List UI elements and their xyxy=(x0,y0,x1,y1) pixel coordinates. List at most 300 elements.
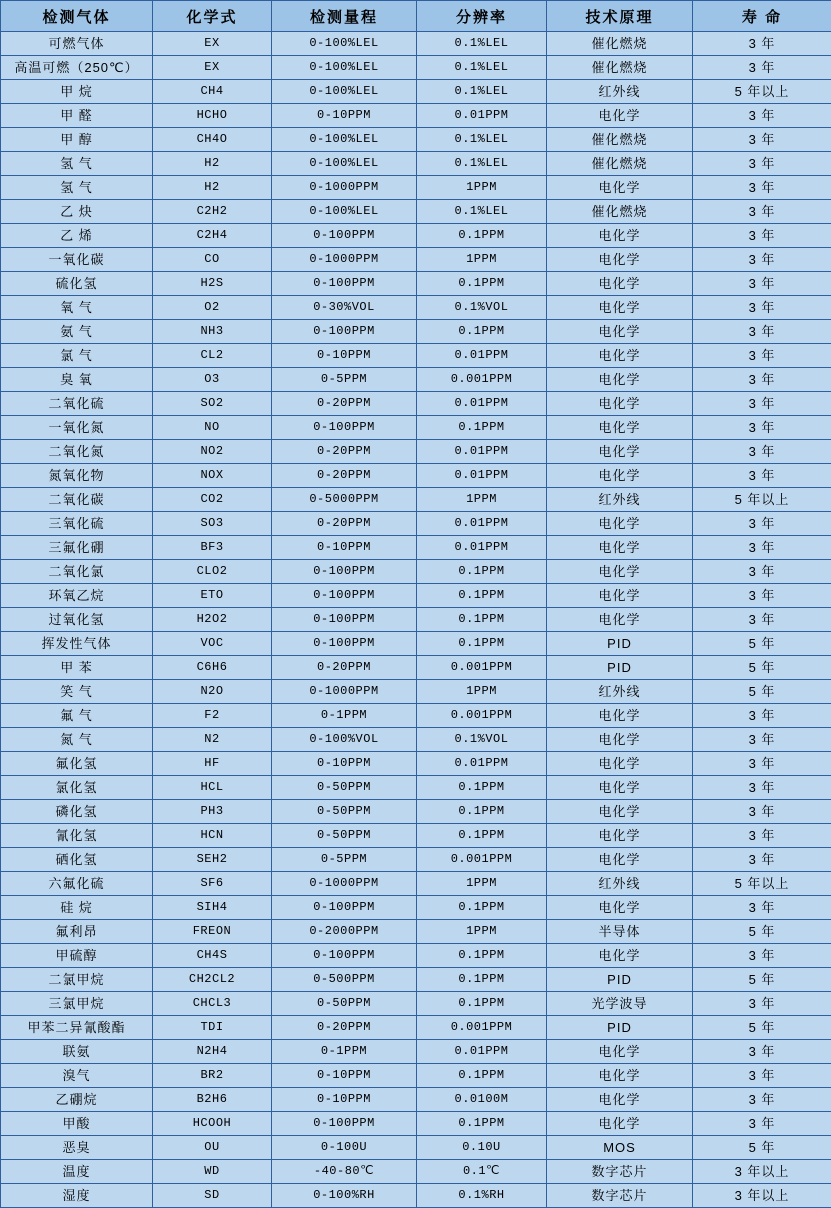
cell-detection-range: 0-100%LEL xyxy=(272,128,417,152)
cell-lifetime: 5 年 xyxy=(693,920,831,944)
cell-resolution: 0.1%LEL xyxy=(417,56,547,80)
cell-chemical-formula: TDI xyxy=(153,1016,272,1040)
cell-tech-principle: 电化学 xyxy=(547,392,693,416)
cell-lifetime: 3 年 xyxy=(693,200,831,224)
cell-resolution: 0.001PPM xyxy=(417,368,547,392)
cell-lifetime: 5 年 xyxy=(693,1016,831,1040)
cell-resolution: 0.0100M xyxy=(417,1088,547,1112)
table-row xyxy=(1,512,831,536)
cell-lifetime: 3 年 xyxy=(693,320,831,344)
cell-gas-name: 甲 醛 xyxy=(1,104,153,128)
cell-tech-principle: 电化学 xyxy=(547,224,693,248)
table-row xyxy=(1,224,831,248)
cell-lifetime: 3 年 xyxy=(693,848,831,872)
cell-tech-principle: 数字芯片 xyxy=(547,1160,693,1184)
cell-detection-range: 0-100%LEL xyxy=(272,80,417,104)
cell-detection-range: -40-80℃ xyxy=(272,1160,417,1184)
cell-detection-range: 0-20PPM xyxy=(272,392,417,416)
cell-detection-range: 0-1000PPM xyxy=(272,872,417,896)
cell-chemical-formula: C6H6 xyxy=(153,656,272,680)
cell-gas-name: 二氧化碳 xyxy=(1,488,153,512)
cell-gas-name: 甲 醇 xyxy=(1,128,153,152)
cell-chemical-formula: H2O2 xyxy=(153,608,272,632)
cell-lifetime: 3 年 xyxy=(693,1040,831,1064)
column-header-range: 检测量程 xyxy=(272,1,417,32)
cell-resolution: 0.1PPM xyxy=(417,968,547,992)
cell-chemical-formula: BF3 xyxy=(153,536,272,560)
cell-tech-principle: 电化学 xyxy=(547,776,693,800)
cell-detection-range: 0-20PPM xyxy=(272,440,417,464)
table-row xyxy=(1,872,831,896)
cell-lifetime: 5 年以上 xyxy=(693,488,831,512)
cell-gas-name: 溴气 xyxy=(1,1064,153,1088)
cell-gas-name: 一氧化碳 xyxy=(1,248,153,272)
cell-tech-principle: 电化学 xyxy=(547,608,693,632)
cell-chemical-formula: O2 xyxy=(153,296,272,320)
cell-tech-principle: 电化学 xyxy=(547,944,693,968)
cell-tech-principle: 电化学 xyxy=(547,296,693,320)
cell-tech-principle: 电化学 xyxy=(547,272,693,296)
cell-resolution: 0.1PPM xyxy=(417,1064,547,1088)
cell-resolution: 1PPM xyxy=(417,248,547,272)
cell-lifetime: 3 年以上 xyxy=(693,1160,831,1184)
cell-chemical-formula: CL2 xyxy=(153,344,272,368)
cell-chemical-formula: CLO2 xyxy=(153,560,272,584)
cell-detection-range: 0-30%VOL xyxy=(272,296,417,320)
cell-detection-range: 0-100%LEL xyxy=(272,32,417,56)
cell-gas-name: 笑 气 xyxy=(1,680,153,704)
cell-detection-range: 0-100PPM xyxy=(272,1112,417,1136)
cell-detection-range: 0-100%LEL xyxy=(272,152,417,176)
table-row xyxy=(1,560,831,584)
cell-tech-principle: 电化学 xyxy=(547,176,693,200)
cell-gas-name: 一氧化氮 xyxy=(1,416,153,440)
table-row xyxy=(1,32,831,56)
cell-detection-range: 0-1PPM xyxy=(272,704,417,728)
cell-chemical-formula: CH4 xyxy=(153,80,272,104)
table-row xyxy=(1,320,831,344)
cell-lifetime: 3 年 xyxy=(693,752,831,776)
cell-resolution: 0.10U xyxy=(417,1136,547,1160)
cell-lifetime: 3 年 xyxy=(693,464,831,488)
table-header-row xyxy=(1,1,831,32)
cell-detection-range: 0-100PPM xyxy=(272,896,417,920)
cell-resolution: 0.1%VOL xyxy=(417,728,547,752)
cell-chemical-formula: C2H4 xyxy=(153,224,272,248)
cell-resolution: 0.1%LEL xyxy=(417,128,547,152)
cell-detection-range: 0-100PPM xyxy=(272,272,417,296)
table-row xyxy=(1,176,831,200)
cell-detection-range: 0-2000PPM xyxy=(272,920,417,944)
cell-resolution: 0.1PPM xyxy=(417,824,547,848)
cell-chemical-formula: N2 xyxy=(153,728,272,752)
cell-tech-principle: 催化燃烧 xyxy=(547,128,693,152)
cell-tech-principle: 电化学 xyxy=(547,1040,693,1064)
cell-gas-name: 二氯甲烷 xyxy=(1,968,153,992)
cell-gas-name: 温度 xyxy=(1,1160,153,1184)
cell-lifetime: 3 年 xyxy=(693,416,831,440)
cell-gas-name: 恶臭 xyxy=(1,1136,153,1160)
cell-gas-name: 氯化氢 xyxy=(1,776,153,800)
cell-lifetime: 3 年 xyxy=(693,1088,831,1112)
cell-resolution: 0.1PPM xyxy=(417,632,547,656)
cell-resolution: 0.1%LEL xyxy=(417,152,547,176)
cell-resolution: 0.1PPM xyxy=(417,896,547,920)
cell-tech-principle: 红外线 xyxy=(547,488,693,512)
cell-chemical-formula: SO3 xyxy=(153,512,272,536)
cell-tech-principle: 电化学 xyxy=(547,368,693,392)
cell-gas-name: 甲硫醇 xyxy=(1,944,153,968)
cell-detection-range: 0-100PPM xyxy=(272,608,417,632)
table-row xyxy=(1,536,831,560)
table-row xyxy=(1,704,831,728)
cell-chemical-formula: SIH4 xyxy=(153,896,272,920)
table-row xyxy=(1,464,831,488)
cell-chemical-formula: BR2 xyxy=(153,1064,272,1088)
cell-gas-name: 氨 气 xyxy=(1,320,153,344)
cell-gas-name: 氮氧化物 xyxy=(1,464,153,488)
cell-lifetime: 5 年以上 xyxy=(693,80,831,104)
cell-resolution: 0.01PPM xyxy=(417,440,547,464)
cell-chemical-formula: NO2 xyxy=(153,440,272,464)
cell-chemical-formula: CH4S xyxy=(153,944,272,968)
cell-gas-name: 六氟化硫 xyxy=(1,872,153,896)
cell-tech-principle: 电化学 xyxy=(547,848,693,872)
cell-resolution: 1PPM xyxy=(417,680,547,704)
cell-lifetime: 3 年 xyxy=(693,584,831,608)
cell-resolution: 0.001PPM xyxy=(417,656,547,680)
cell-chemical-formula: N2H4 xyxy=(153,1040,272,1064)
cell-resolution: 0.1PPM xyxy=(417,224,547,248)
table-row xyxy=(1,296,831,320)
cell-lifetime: 3 年 xyxy=(693,608,831,632)
column-header-lifetime: 寿 命 xyxy=(693,1,831,32)
cell-gas-name: 磷化氢 xyxy=(1,800,153,824)
table-row xyxy=(1,56,831,80)
cell-tech-principle: 电化学 xyxy=(547,1112,693,1136)
cell-resolution: 0.1PPM xyxy=(417,320,547,344)
cell-tech-principle: 催化燃烧 xyxy=(547,56,693,80)
table-body xyxy=(1,32,831,1208)
cell-detection-range: 0-1000PPM xyxy=(272,680,417,704)
cell-chemical-formula: NOX xyxy=(153,464,272,488)
table-row xyxy=(1,896,831,920)
cell-resolution: 0.1PPM xyxy=(417,416,547,440)
cell-resolution: 1PPM xyxy=(417,488,547,512)
cell-chemical-formula: SEH2 xyxy=(153,848,272,872)
cell-tech-principle: 红外线 xyxy=(547,680,693,704)
table-row xyxy=(1,1184,831,1208)
cell-lifetime: 3 年 xyxy=(693,896,831,920)
cell-tech-principle: PID xyxy=(547,1016,693,1040)
cell-resolution: 0.1PPM xyxy=(417,560,547,584)
table-row xyxy=(1,1064,831,1088)
cell-lifetime: 5 年 xyxy=(693,1136,831,1160)
table-row xyxy=(1,584,831,608)
cell-resolution: 0.001PPM xyxy=(417,704,547,728)
cell-lifetime: 3 年 xyxy=(693,128,831,152)
cell-gas-name: 硒化氢 xyxy=(1,848,153,872)
cell-gas-name: 高温可燃（250℃） xyxy=(1,56,153,80)
cell-lifetime: 3 年 xyxy=(693,536,831,560)
cell-detection-range: 0-100%LEL xyxy=(272,200,417,224)
cell-tech-principle: 红外线 xyxy=(547,80,693,104)
table-row xyxy=(1,752,831,776)
cell-tech-principle: 催化燃烧 xyxy=(547,200,693,224)
cell-lifetime: 5 年 xyxy=(693,968,831,992)
cell-detection-range: 0-10PPM xyxy=(272,536,417,560)
cell-detection-range: 0-5000PPM xyxy=(272,488,417,512)
cell-lifetime: 3 年 xyxy=(693,1064,831,1088)
cell-resolution: 0.1%VOL xyxy=(417,296,547,320)
cell-tech-principle: 催化燃烧 xyxy=(547,152,693,176)
cell-resolution: 0.1%LEL xyxy=(417,200,547,224)
cell-resolution: 1PPM xyxy=(417,872,547,896)
cell-detection-range: 0-100%RH xyxy=(272,1184,417,1208)
cell-chemical-formula: CHCL3 xyxy=(153,992,272,1016)
table-row xyxy=(1,416,831,440)
cell-chemical-formula: CO xyxy=(153,248,272,272)
cell-detection-range: 0-10PPM xyxy=(272,1088,417,1112)
cell-resolution: 0.1PPM xyxy=(417,944,547,968)
cell-lifetime: 3 年 xyxy=(693,776,831,800)
cell-chemical-formula: SD xyxy=(153,1184,272,1208)
cell-chemical-formula: CH4O xyxy=(153,128,272,152)
cell-lifetime: 3 年 xyxy=(693,104,831,128)
cell-chemical-formula: HCN xyxy=(153,824,272,848)
cell-resolution: 0.1%LEL xyxy=(417,32,547,56)
cell-resolution: 0.001PPM xyxy=(417,848,547,872)
cell-lifetime: 3 年 xyxy=(693,440,831,464)
cell-lifetime: 3 年 xyxy=(693,296,831,320)
cell-tech-principle: 数字芯片 xyxy=(547,1184,693,1208)
cell-tech-principle: 电化学 xyxy=(547,800,693,824)
cell-resolution: 0.1PPM xyxy=(417,1112,547,1136)
cell-chemical-formula: H2S xyxy=(153,272,272,296)
table-header xyxy=(1,1,831,32)
cell-chemical-formula: B2H6 xyxy=(153,1088,272,1112)
cell-tech-principle: 电化学 xyxy=(547,416,693,440)
cell-tech-principle: 电化学 xyxy=(547,440,693,464)
cell-tech-principle: 红外线 xyxy=(547,872,693,896)
cell-tech-principle: 电化学 xyxy=(547,536,693,560)
table-row xyxy=(1,392,831,416)
table-row xyxy=(1,680,831,704)
cell-gas-name: 二氧化氯 xyxy=(1,560,153,584)
cell-detection-range: 0-50PPM xyxy=(272,776,417,800)
table-row xyxy=(1,344,831,368)
cell-lifetime: 5 年 xyxy=(693,656,831,680)
cell-resolution: 0.001PPM xyxy=(417,1016,547,1040)
cell-detection-range: 0-10PPM xyxy=(272,344,417,368)
table-row xyxy=(1,272,831,296)
cell-lifetime: 3 年 xyxy=(693,1112,831,1136)
cell-chemical-formula: FREON xyxy=(153,920,272,944)
cell-detection-range: 0-5PPM xyxy=(272,848,417,872)
cell-chemical-formula: C2H2 xyxy=(153,200,272,224)
cell-lifetime: 3 年 xyxy=(693,800,831,824)
cell-detection-range: 0-10PPM xyxy=(272,104,417,128)
cell-lifetime: 3 年 xyxy=(693,152,831,176)
cell-chemical-formula: CH2CL2 xyxy=(153,968,272,992)
cell-gas-name: 甲苯二异氰酸酯 xyxy=(1,1016,153,1040)
cell-tech-principle: 电化学 xyxy=(547,824,693,848)
cell-detection-range: 0-500PPM xyxy=(272,968,417,992)
cell-lifetime: 3 年 xyxy=(693,248,831,272)
cell-gas-name: 氧 气 xyxy=(1,296,153,320)
table-row xyxy=(1,1016,831,1040)
cell-lifetime: 3 年 xyxy=(693,728,831,752)
cell-lifetime: 3 年 xyxy=(693,392,831,416)
cell-detection-range: 0-20PPM xyxy=(272,512,417,536)
cell-gas-name: 氟利昂 xyxy=(1,920,153,944)
cell-resolution: 1PPM xyxy=(417,920,547,944)
cell-resolution: 0.01PPM xyxy=(417,464,547,488)
cell-detection-range: 0-100PPM xyxy=(272,560,417,584)
cell-lifetime: 3 年 xyxy=(693,704,831,728)
cell-resolution: 0.1%LEL xyxy=(417,80,547,104)
cell-gas-name: 臭 氧 xyxy=(1,368,153,392)
table-row xyxy=(1,848,831,872)
cell-chemical-formula: SF6 xyxy=(153,872,272,896)
cell-resolution: 0.1%RH xyxy=(417,1184,547,1208)
table-row xyxy=(1,440,831,464)
cell-chemical-formula: F2 xyxy=(153,704,272,728)
cell-chemical-formula: HCHO xyxy=(153,104,272,128)
cell-tech-principle: 电化学 xyxy=(547,896,693,920)
cell-tech-principle: 光学波导 xyxy=(547,992,693,1016)
table-row xyxy=(1,632,831,656)
table-row xyxy=(1,728,831,752)
cell-tech-principle: PID xyxy=(547,656,693,680)
cell-detection-range: 0-50PPM xyxy=(272,824,417,848)
cell-gas-name: 环氧乙烷 xyxy=(1,584,153,608)
cell-chemical-formula: SO2 xyxy=(153,392,272,416)
cell-resolution: 0.1℃ xyxy=(417,1160,547,1184)
cell-detection-range: 0-100PPM xyxy=(272,944,417,968)
cell-chemical-formula: O3 xyxy=(153,368,272,392)
cell-gas-name: 过氧化氢 xyxy=(1,608,153,632)
cell-tech-principle: 电化学 xyxy=(547,752,693,776)
cell-tech-principle: 电化学 xyxy=(547,1088,693,1112)
cell-tech-principle: 电化学 xyxy=(547,344,693,368)
table-row xyxy=(1,920,831,944)
table-row xyxy=(1,824,831,848)
cell-gas-name: 乙硼烷 xyxy=(1,1088,153,1112)
table-row xyxy=(1,608,831,632)
cell-chemical-formula: PH3 xyxy=(153,800,272,824)
cell-gas-name: 三氟化硼 xyxy=(1,536,153,560)
cell-lifetime: 3 年 xyxy=(693,992,831,1016)
cell-gas-name: 甲 苯 xyxy=(1,656,153,680)
table-row xyxy=(1,1088,831,1112)
cell-resolution: 1PPM xyxy=(417,176,547,200)
table-row xyxy=(1,368,831,392)
table-row xyxy=(1,152,831,176)
cell-gas-name: 挥发性气体 xyxy=(1,632,153,656)
cell-detection-range: 0-20PPM xyxy=(272,464,417,488)
cell-detection-range: 0-20PPM xyxy=(272,656,417,680)
table-row xyxy=(1,1112,831,1136)
cell-chemical-formula: WD xyxy=(153,1160,272,1184)
cell-chemical-formula: HF xyxy=(153,752,272,776)
cell-tech-principle: MOS xyxy=(547,1136,693,1160)
cell-tech-principle: 电化学 xyxy=(547,464,693,488)
cell-resolution: 0.1PPM xyxy=(417,776,547,800)
cell-lifetime: 3 年 xyxy=(693,176,831,200)
cell-tech-principle: 电化学 xyxy=(547,320,693,344)
column-header-principle: 技术原理 xyxy=(547,1,693,32)
cell-gas-name: 氟化氢 xyxy=(1,752,153,776)
cell-gas-name: 氢 气 xyxy=(1,152,153,176)
table-row xyxy=(1,248,831,272)
cell-resolution: 0.1PPM xyxy=(417,992,547,1016)
table-row xyxy=(1,104,831,128)
cell-chemical-formula: OU xyxy=(153,1136,272,1160)
cell-detection-range: 0-100PPM xyxy=(272,584,417,608)
cell-detection-range: 0-1000PPM xyxy=(272,176,417,200)
cell-lifetime: 3 年 xyxy=(693,944,831,968)
cell-chemical-formula: EX xyxy=(153,56,272,80)
table-row xyxy=(1,80,831,104)
cell-tech-principle: 电化学 xyxy=(547,560,693,584)
cell-gas-name: 氰化氢 xyxy=(1,824,153,848)
cell-gas-name: 甲酸 xyxy=(1,1112,153,1136)
cell-gas-name: 乙 烯 xyxy=(1,224,153,248)
column-header-gas: 检测气体 xyxy=(1,1,153,32)
cell-chemical-formula: EX xyxy=(153,32,272,56)
cell-lifetime: 5 年 xyxy=(693,632,831,656)
cell-chemical-formula: N2O xyxy=(153,680,272,704)
cell-gas-name: 乙 炔 xyxy=(1,200,153,224)
cell-gas-name: 硅 烷 xyxy=(1,896,153,920)
cell-gas-name: 二氧化氮 xyxy=(1,440,153,464)
cell-lifetime: 3 年 xyxy=(693,32,831,56)
cell-gas-name: 三氧化硫 xyxy=(1,512,153,536)
cell-chemical-formula: HCOOH xyxy=(153,1112,272,1136)
table-row xyxy=(1,656,831,680)
cell-tech-principle: 电化学 xyxy=(547,1064,693,1088)
table-row xyxy=(1,1040,831,1064)
table-row xyxy=(1,776,831,800)
cell-lifetime: 3 年 xyxy=(693,344,831,368)
cell-gas-name: 氢 气 xyxy=(1,176,153,200)
cell-chemical-formula: HCL xyxy=(153,776,272,800)
table-row xyxy=(1,800,831,824)
column-header-resolution: 分辨率 xyxy=(417,1,547,32)
column-header-formula: 化学式 xyxy=(153,1,272,32)
cell-gas-name: 湿度 xyxy=(1,1184,153,1208)
cell-chemical-formula: ETO xyxy=(153,584,272,608)
table-row xyxy=(1,488,831,512)
table-row xyxy=(1,200,831,224)
cell-detection-range: 0-100PPM xyxy=(272,632,417,656)
cell-lifetime: 3 年 xyxy=(693,368,831,392)
cell-lifetime: 3 年 xyxy=(693,272,831,296)
cell-gas-name: 甲 烷 xyxy=(1,80,153,104)
cell-resolution: 0.1PPM xyxy=(417,800,547,824)
cell-detection-range: 0-50PPM xyxy=(272,992,417,1016)
cell-chemical-formula: NH3 xyxy=(153,320,272,344)
cell-detection-range: 0-10PPM xyxy=(272,752,417,776)
cell-detection-range: 0-10PPM xyxy=(272,1064,417,1088)
cell-gas-name: 硫化氢 xyxy=(1,272,153,296)
cell-gas-name: 三氯甲烷 xyxy=(1,992,153,1016)
cell-detection-range: 0-100%LEL xyxy=(272,56,417,80)
table-row xyxy=(1,128,831,152)
cell-resolution: 0.01PPM xyxy=(417,512,547,536)
cell-resolution: 0.01PPM xyxy=(417,344,547,368)
